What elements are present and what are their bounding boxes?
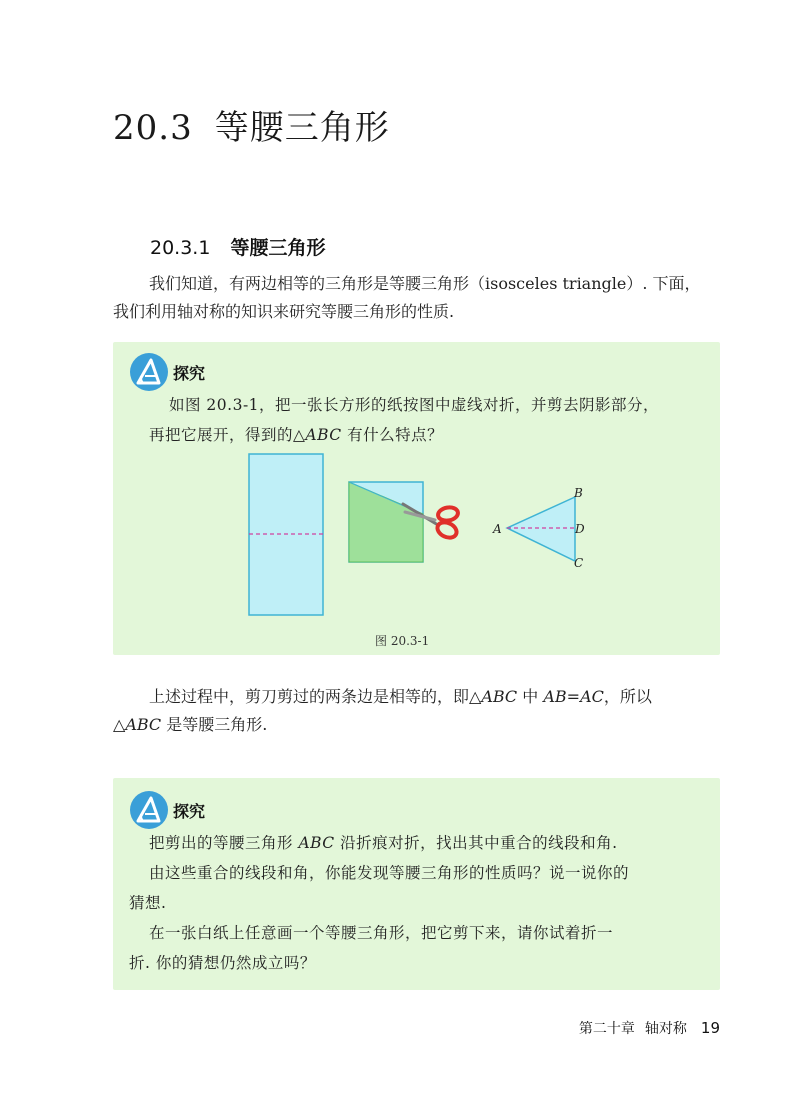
explore2-line-1-pre: 把剪出的等腰三角形 [149, 834, 299, 852]
middle-line-1-pre: 上述过程中，剪刀剪过的两条边是相等的，即△ [149, 687, 482, 706]
explore2-line-3: 猜想. [129, 894, 167, 912]
explore-box-2 [113, 778, 720, 990]
middle-line-2-abc: ABC [125, 715, 162, 734]
footer-chapter: 第二十章 [578, 1021, 635, 1037]
explore2-line-1 [129, 828, 689, 858]
label-c: C [574, 556, 584, 570]
compass-triangle-icon [129, 790, 169, 830]
intro-line-2: 我们利用轴对称的知识来研究等腰三角形的性质. [113, 302, 455, 321]
explore-box-1 [113, 342, 720, 655]
label-d: D [575, 522, 585, 536]
subsection-heading: 等腰三角形 [230, 237, 326, 259]
page-footer [579, 1018, 720, 1038]
intro-line-1: 我们知道，有两边相等的三角形是等腰三角形（isosceles triangle）. 下面， [149, 274, 701, 293]
explore2-line-4: 在一张白纸上任意画一个等腰三角形，把它剪下来，请你试着折一 [149, 924, 614, 942]
middle-line-1-mid: 中 [517, 687, 544, 706]
middle-line-2-post: 是等腰三角形. [161, 715, 268, 734]
explore-label-2: 探究 [173, 801, 206, 821]
triangle-abc [507, 497, 575, 561]
explore-text-2 [129, 828, 689, 978]
subsection-number: 20.3.1 [150, 237, 211, 259]
middle-paragraph [113, 683, 723, 739]
explore2-line-2: 由这些重合的线段和角，你能发现等腰三角形的性质吗？说一说你的 [149, 864, 630, 882]
explore1-line-1: 如图 20.3-1，把一张长方形的纸按图中虚线对折，并剪去阴影部分， [169, 396, 660, 414]
intro-paragraph [113, 270, 723, 326]
explore2-line-1-abc: ABC [298, 834, 335, 852]
figure-caption: 图 20.3-1 [375, 634, 430, 648]
explore1-line-2-post: 有什么特点？ [341, 426, 444, 444]
label-b: B [574, 486, 583, 500]
figure-20-3-1 [113, 342, 720, 655]
explore1-line-2-pre: 再把它展开，得到的△ [149, 426, 306, 444]
explore2-line-1-post: 沿折痕对折，找出其中重合的线段和角. [334, 834, 618, 852]
section-number: 20.3 [113, 108, 193, 148]
middle-line-1-eq: AB=AC [543, 687, 604, 706]
middle-line-1-post: ，所以 [603, 687, 652, 706]
middle-line-2-pre: △ [113, 715, 126, 734]
label-a: A [493, 522, 502, 536]
middle-line-2 [113, 711, 723, 739]
section-heading: 等腰三角形 [214, 108, 390, 148]
footer-chapter-title: 轴对称 [644, 1021, 687, 1037]
subsection-title [150, 233, 325, 260]
page-number: 19 [700, 1019, 720, 1037]
explore-label-1: 探究 [173, 363, 206, 383]
middle-line-1 [113, 683, 723, 711]
middle-line-1-abc: ABC [481, 687, 518, 706]
explore2-line-5: 折. 你的猜想仍然成立吗？ [129, 954, 316, 972]
explore-header-2 [129, 790, 205, 830]
explore1-line-2-abc: ABC [305, 426, 342, 444]
section-title [113, 100, 390, 149]
